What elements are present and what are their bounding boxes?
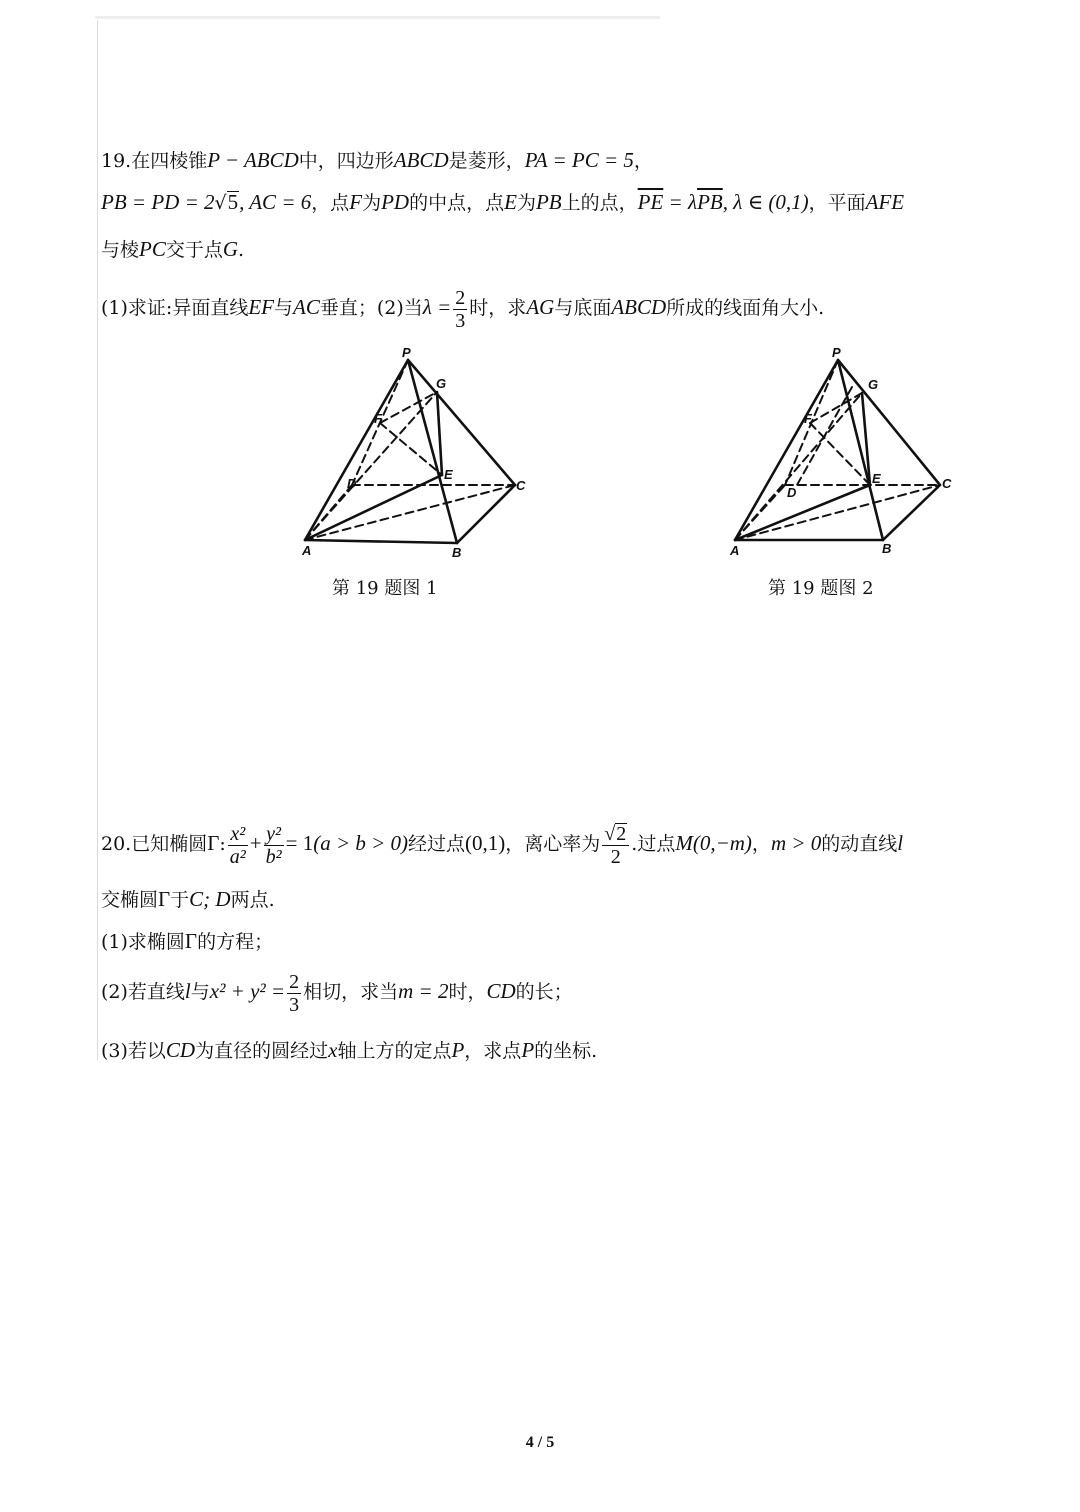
q20-part-2: (2)若直线l与x² + y² = $\frac{2}{3}$ 相切，求当m = 2时，CD的长； [101, 970, 573, 1016]
caption-figure-2: 第 19 题图 2 [768, 578, 874, 599]
label-a: A [302, 543, 312, 558]
scan-left-edge [97, 20, 98, 1060]
diagonal-ac-hidden [305, 485, 515, 540]
label-f: F [374, 411, 382, 426]
fraction-two-thirds: $\frac{2}{3}$ [455, 286, 466, 332]
label-p: P [832, 345, 841, 360]
q20-line-2: 交椭圆Γ于C; D两点. [101, 887, 275, 911]
q19-line-4: (1)求证:异面直线EF与AC垂直；(2)当λ = $\frac{2}{3}$ 时，求AG与底面ABCD所成的线面角大小. [101, 286, 825, 332]
label-p: P [402, 345, 411, 360]
label-g: G [868, 377, 879, 392]
label-c: C [942, 476, 952, 491]
segment-ag-hidden [735, 393, 862, 540]
edge-pa [735, 360, 838, 540]
segment-ae [735, 485, 870, 540]
fraction-two-thirds-circle: $\frac{2}{3}$ [289, 970, 300, 1016]
diagonal-ac-hidden [735, 485, 940, 540]
segment-fg-hidden [380, 392, 437, 423]
q20-line-1: 20.已知椭圆Γ: $\frac{\text{x²}}{\text{a²}}$ + $\frac{\text{y²}}{\text{b²}}$ = 1(a > b > 0)经过点(0,1)，离心率为 $\frac{√2}{2}$ .过点M(0,−m)，m > 0的动直线l [101, 822, 904, 868]
fraction-y2-b2: $\frac{\text{y²}}{\text{b²}}$ [265, 822, 282, 868]
label-c: C [516, 478, 526, 493]
edge-bc [457, 485, 515, 543]
page-number: 4 / 5 [525, 1434, 555, 1451]
label-d: D [787, 485, 797, 500]
label-d: D [347, 476, 357, 491]
q19-line-1: 19.在四棱锥P − ABCD中，四边形ABCD是菱形，PA = PC = 5， [101, 148, 653, 172]
q19-line-3: 与棱PC交于点G. [101, 237, 245, 261]
label-e: E [444, 467, 453, 482]
label-b: B [452, 545, 462, 560]
label-a: A [730, 543, 740, 558]
edge-ad-hidden [735, 485, 785, 540]
edge-pa [305, 360, 408, 540]
edge-ab [305, 540, 457, 543]
label-f: F [804, 411, 812, 426]
segment-ag-hidden [305, 392, 437, 540]
q19-line-2: PB = PD = 2√5, AC = 6，点F为PD的中点，点E为PB上的点，$\overline{PE} = \lambda\overline{PB}$, λ ∈ (0,1)，平面AFE [101, 190, 905, 214]
edge-ad-hidden [305, 485, 352, 540]
segment-ge [437, 392, 442, 475]
figure-19-2 [720, 345, 970, 565]
q20-part-3: (3)若以CD为直径的圆经过x轴上方的定点P，求点P的坐标. [101, 1038, 598, 1062]
fraction-sqrt2-over-2: $\frac{√2}{2}$ [602, 823, 629, 868]
figure-19-1 [290, 345, 540, 565]
scan-top-shadow [95, 16, 660, 19]
label-b: B [882, 541, 892, 556]
q20-part-1: (1)求椭圆Γ的方程； [101, 929, 274, 953]
label-e: E [872, 471, 881, 486]
fraction-x2-a2: $\frac{\text{x²}}{\text{a²}}$ [229, 822, 246, 868]
caption-figure-1: 第 19 题图 1 [332, 578, 438, 599]
label-g: G [436, 376, 447, 391]
